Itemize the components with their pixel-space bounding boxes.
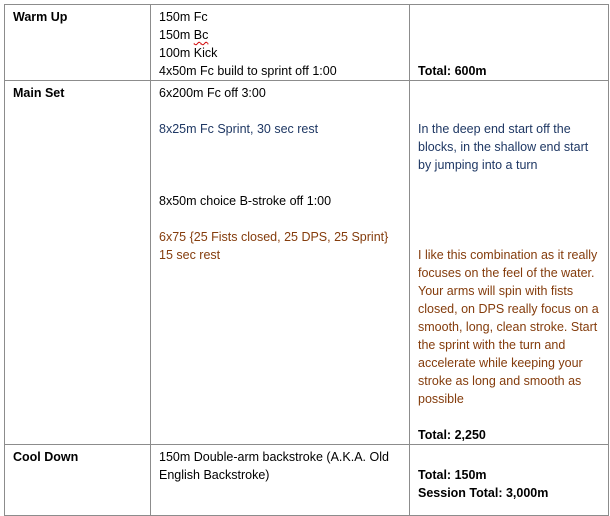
main-set-set-3: 8x50m choice B-stroke off 1:00 — [159, 194, 332, 208]
warm-up-set-2-stroke: Bc — [193, 28, 209, 42]
main-set-set-1: 6x200m Fc off 3:00 — [159, 86, 266, 100]
cool-down-sets — [151, 445, 410, 516]
main-set-note-4: I like this combination as it really focuses on the feel of the water. Your arms will spin with fists closed, on DPS really focus on a smooth, long, clean stroke. Start the sprint with the turn and accelerate while keeping your stroke as long and smooth as possible — [418, 248, 599, 406]
table-row-warm-up — [5, 5, 609, 81]
warm-up-set-2 — [159, 26, 403, 44]
warm-up-set-1: 150m Fc — [159, 10, 208, 24]
warm-up-set-2-text: 150m — [159, 28, 194, 42]
cool-down-notes — [410, 445, 609, 516]
warm-up-set-4: 4x50m Fc build to sprint off 1:00 — [159, 64, 337, 78]
main-set-set-2: 8x25m Fc Sprint, 30 sec rest — [159, 122, 319, 136]
table-row-cool-down — [5, 445, 609, 516]
table-row-main-set — [5, 81, 609, 445]
main-set-sets — [151, 81, 410, 445]
main-set-set-4-line-1: 6x75 {25 Fists closed, 25 DPS, 25 Sprint} — [159, 230, 389, 244]
workout-table — [4, 4, 609, 516]
cool-down-title: Cool Down — [5, 445, 151, 516]
main-set-notes — [410, 81, 609, 445]
warm-up-notes — [410, 5, 609, 81]
main-set-title: Main Set — [5, 81, 151, 445]
cool-down-set-1: 150m Double-arm backstroke (A.K.A. Old English Backstroke) — [159, 450, 389, 482]
warm-up-title: Warm Up — [5, 5, 151, 81]
main-set-set-4-line-2: 15 sec rest — [159, 248, 221, 262]
warm-up-total: Total: 600m — [418, 64, 487, 78]
session-total: Session Total: 3,000m — [418, 486, 549, 500]
main-set-note-2: In the deep end start off the blocks, in the shallow end start by jumping into a turn — [418, 122, 589, 172]
warm-up-set-3: 100m Kick — [159, 46, 218, 60]
cool-down-total: Total: 150m — [418, 468, 487, 482]
warm-up-sets — [151, 5, 410, 81]
main-set-total: Total: 2,250 — [418, 428, 486, 442]
